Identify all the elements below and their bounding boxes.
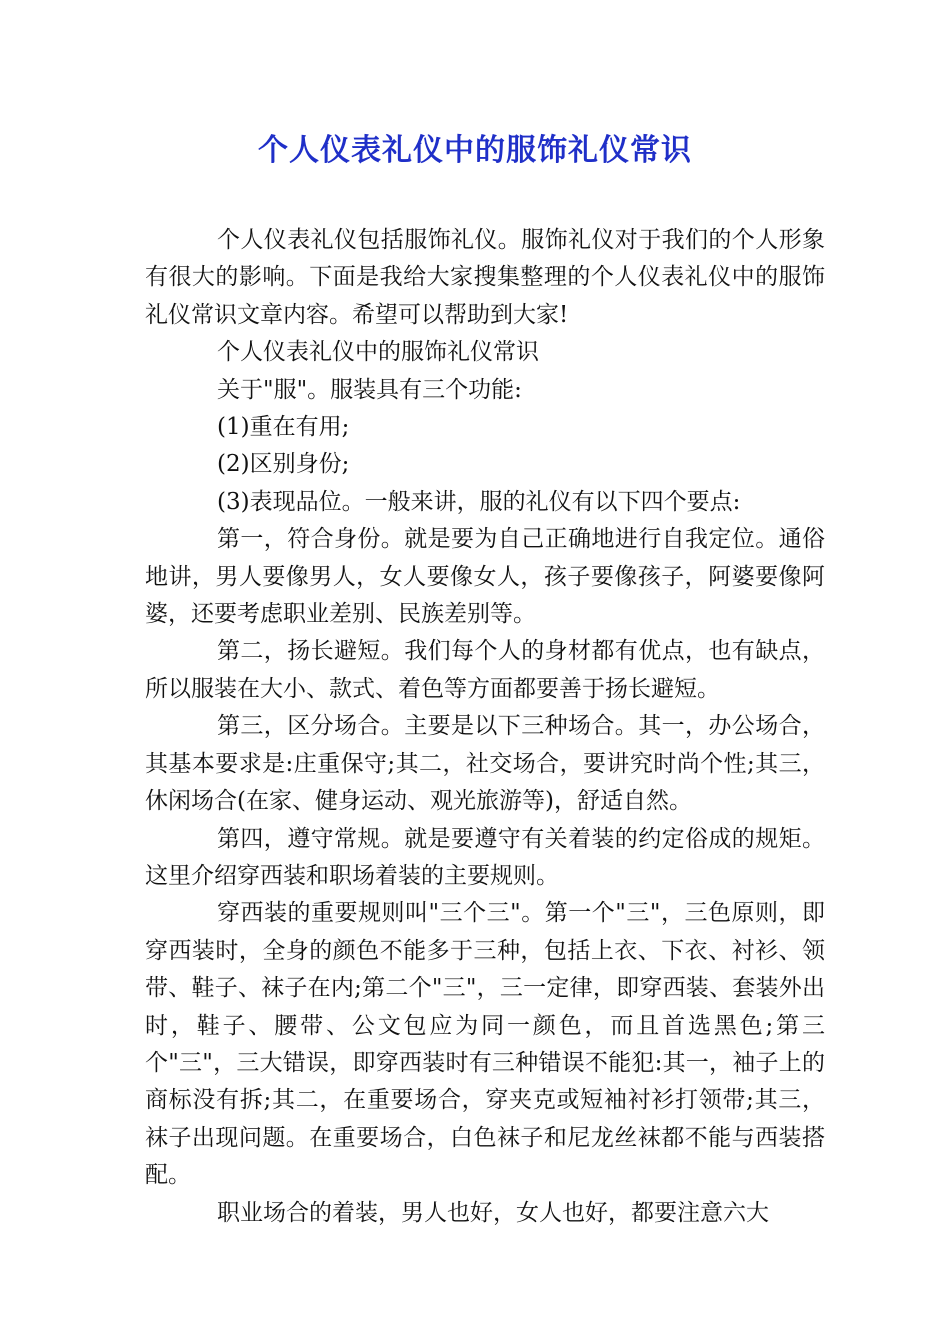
paragraph: 穿西装的重要规则叫"三个三"。第一个"三"，三色原则，即穿西装时，全身的颜色不能多于三种，包括上衣、下衣、衬衫、领带、鞋子、袜子在内;第二个"三"，三一定律，即穿西装、套装外出时，鞋子、腰带、公文包应为同一颜色，而且首选黑色;第三个"三"，三大错误，即穿西装时有三种错误不能犯:其一，袖子上的商标没有拆;其二，在重要场合，穿夹克或短袖衬衫打领带;其三，袜子出现问题。在重要场合，白色袜子和尼龙丝袜都不能与西装搭配。: [145, 900, 825, 1189]
paragraph: 关于"服"。服装具有三个功能:: [217, 376, 522, 403]
paragraph: 个人仪表礼仪中的服饰礼仪常识: [217, 339, 539, 366]
document-title: 个人仪表礼仪中的服饰礼仪常识: [258, 133, 692, 168]
paragraph: (2)区别身份;: [217, 451, 350, 478]
paragraph: 第一，符合身份。就是要为自己正确地进行自我定位。通俗地讲，男人要像男人，女人要像女人，孩子要像孩子，阿婆要像阿婆，还要考虑职业差别、民族差别等。: [145, 526, 825, 628]
document-body: [145, 222, 825, 1232]
paragraph: (1)重在有用;: [217, 414, 350, 441]
paragraph: 第四，遵守常规。就是要遵守有关着装的约定俗成的规矩。这里介绍穿西装和职场着装的主要规则。: [145, 825, 825, 889]
paragraph: 个人仪表礼仪包括服饰礼仪。服饰礼仪对于我们的个人形象有很大的影响。下面是我给大家搜集整理的个人仪表礼仪中的服饰礼仪常识文章内容。希望可以帮助到大家!: [145, 227, 825, 328]
paragraph: (3)表现品位。一般来讲，服的礼仪有以下四个要点:: [217, 488, 741, 515]
paragraph: 职业场合的着装，男人也好，女人也好，都要注意六大: [217, 1199, 769, 1226]
paragraph: 第二，扬长避短。我们每个人的身材都有优点，也有缺点，所以服装在大小、款式、着色等方面都要善于扬长避短。: [145, 638, 825, 702]
paragraph: 第三，区分场合。主要是以下三种场合。其一，办公场合，其基本要求是:庄重保守;其二，社交场合，要讲究时尚个性;其三，休闲场合(在家、健身运动、观光旅游等)，舒适自然。: [145, 713, 825, 815]
